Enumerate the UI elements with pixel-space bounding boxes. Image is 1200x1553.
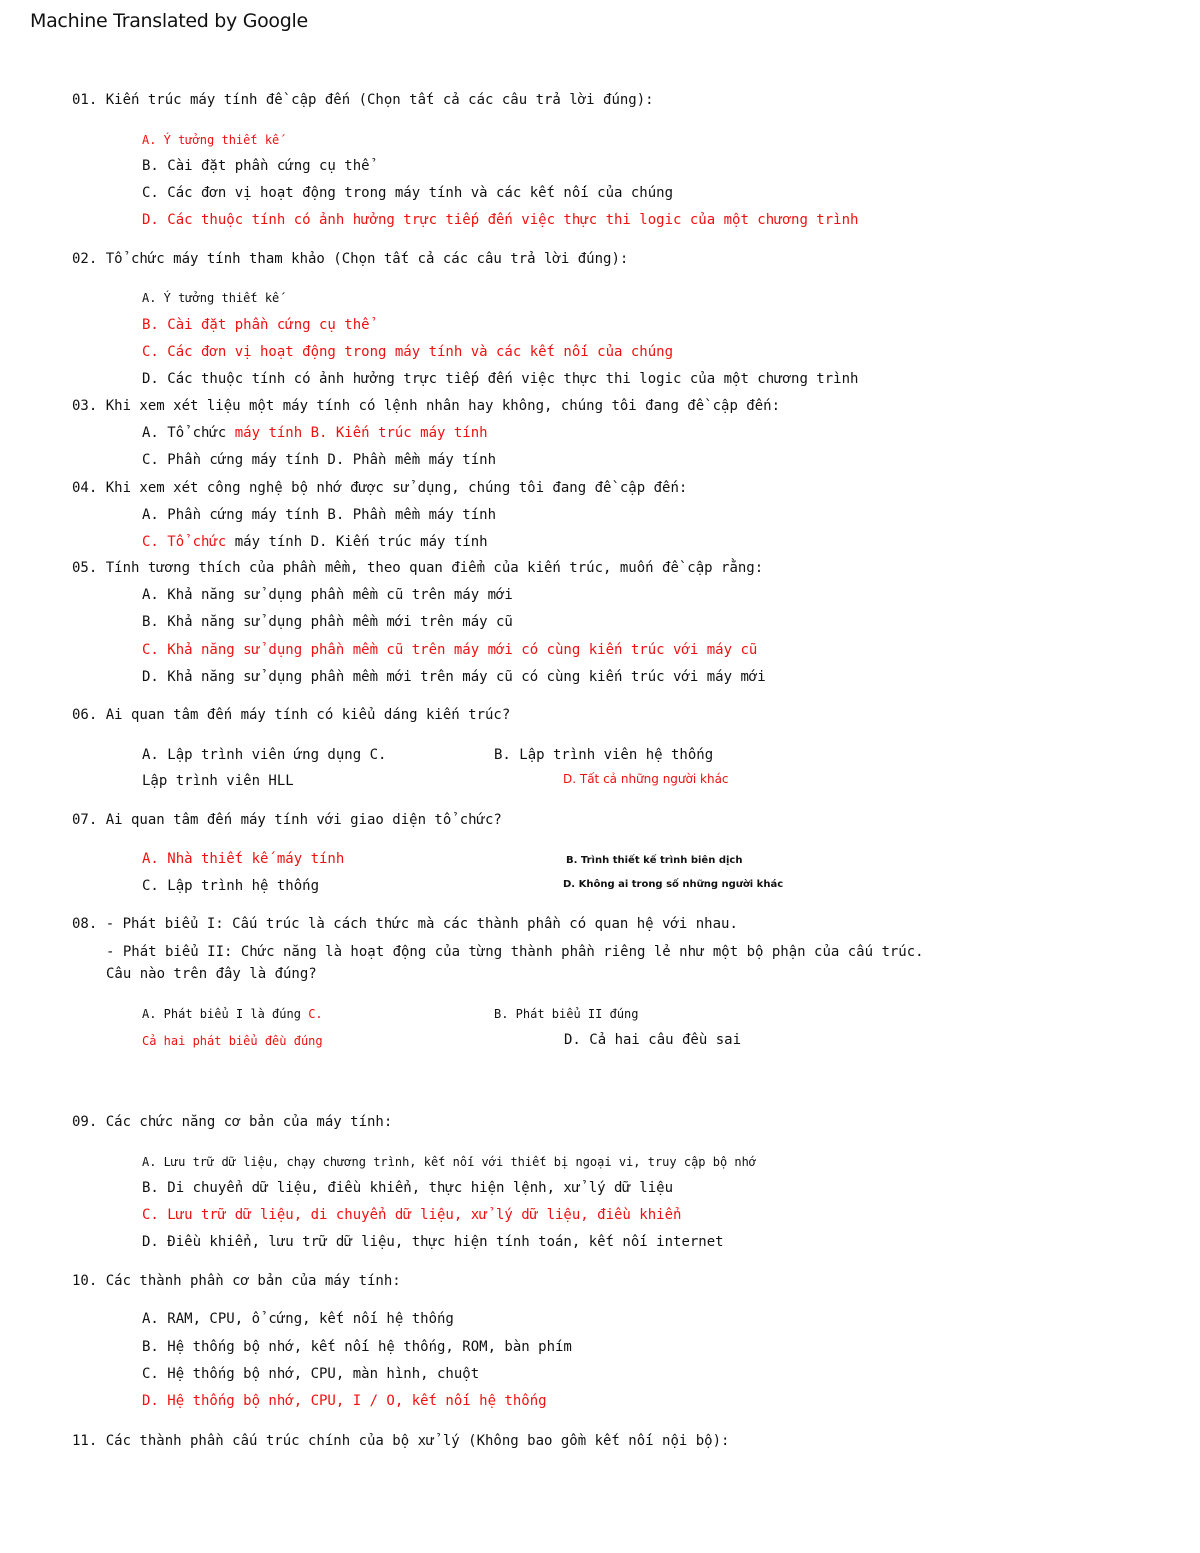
q05-option-c: C. Khả năng sử dụng phần mềm cũ trên máy mới có cùng kiến trúc với máy cũ (142, 642, 758, 658)
q04-option-d-part: máy tính D. Kiến trúc máy tính (234, 534, 488, 550)
q04-options-line1: A. Phần cứng máy tính B. Phần mềm máy tính (142, 507, 497, 523)
question-03: 03. Khi xem xét liệu một máy tính có lệnh nhân hay không, chúng tôi đang đề cập đến: (72, 398, 781, 414)
q07-option-d: D. Không ai trong số những người khác (563, 879, 784, 890)
q10-option-d: D. Hệ thống bộ nhớ, CPU, I / O, kết nối hệ thống (142, 1393, 547, 1409)
q05-option-a: A. Khả năng sử dụng phần mềm cũ trên máy mới (142, 587, 513, 603)
q10-option-a: A. RAM, CPU, ổ cứng, kết nối hệ thống (142, 1311, 454, 1327)
question-05: 05. Tính tương thích của phần mềm, theo quan điểm của kiến trúc, muốn đề cập rằng: (72, 560, 764, 576)
question-06: 06. Ai quan tâm đến máy tính có kiểu dáng kiến trúc? (72, 707, 511, 723)
q01-option-a: A. Ý tưởng thiết kế (142, 133, 280, 147)
translation-header: Machine Translated by Google (30, 10, 308, 32)
q08-option-a-line (142, 1005, 323, 1023)
question-02: 02. Tổ chức máy tính tham khảo (Chọn tất cả các câu trả lời đúng): (72, 251, 629, 267)
q02-option-c: C. Các đơn vị hoạt động trong máy tính và các kết nối của chúng (142, 344, 674, 360)
q07-option-a: A. Nhà thiết kế máy tính (142, 851, 345, 867)
question-10: 10. Các thành phần cơ bản của máy tính: (72, 1273, 401, 1289)
question-01: 01. Kiến trúc máy tính đề cập đến (Chọn tất cả các câu trả lời đúng): (72, 92, 654, 108)
question-04: 04. Khi xem xét công nghệ bộ nhớ được sử dụng, chúng tôi đang đề cập đến: (72, 480, 688, 496)
question-08-line2: - Phát biểu II: Chức năng là hoạt động của từng thành phần riêng lẻ như một bộ phận của cấu trúc. (106, 944, 924, 960)
q10-option-b: B. Hệ thống bộ nhớ, kết nối hệ thống, ROM, bàn phím (142, 1339, 572, 1355)
question-07: 07. Ai quan tâm đến máy tính với giao diện tổ chức? (72, 812, 502, 828)
q01-option-b: B. Cài đặt phần cứng cụ thể (142, 158, 370, 174)
q10-option-c: C. Hệ thống bộ nhớ, CPU, màn hình, chuột (142, 1366, 480, 1382)
question-08-line1: 08. - Phát biểu I: Cấu trúc là cách thức mà các thành phần có quan hệ với nhau. (72, 916, 738, 932)
q02-option-a: A. Ý tưởng thiết kế (142, 291, 280, 305)
q09-option-d: D. Điều khiển, lưu trữ dữ liệu, thực hiện tính toán, kết nối internet (142, 1234, 724, 1250)
q01-option-d: D. Các thuộc tính có ảnh hưởng trực tiếp đến việc thực thi logic của một chương trình (142, 212, 859, 228)
q03-option-a-part: A. Tổ chức (142, 425, 227, 441)
q06-option-d: D. Tất cả những người khác (563, 772, 729, 786)
q09-option-b: B. Di chuyển dữ liệu, điều khiển, thực hiện lệnh, xử lý dữ liệu (142, 1180, 674, 1196)
q04-options-line2 (142, 533, 488, 551)
q03-option-b-correct: máy tính B. Kiến trúc máy tính (234, 425, 488, 441)
q05-option-d: D. Khả năng sử dụng phần mềm mới trên máy cũ có cùng kiến trúc với máy mới (142, 669, 766, 685)
q09-option-a: A. Lưu trữ dữ liệu, chạy chương trình, kết nối với thiết bị ngoại vi, truy cập bộ nhớ (142, 1155, 757, 1169)
q08-option-c: Cả hai phát biểu đều đúng (142, 1034, 323, 1048)
q07-option-c: C. Lập trình hệ thống (142, 878, 320, 894)
q09-option-c: C. Lưu trữ dữ liệu, di chuyển dữ liệu, xử lý dữ liệu, điều khiển (142, 1207, 682, 1223)
q08-option-c-label: C. (308, 1007, 323, 1021)
q03-options-line2: C. Phần cứng máy tính D. Phần mềm máy tính (142, 452, 497, 468)
q05-option-b: B. Khả năng sử dụng phần mềm mới trên máy cũ (142, 614, 513, 630)
q06-option-b: B. Lập trình viên hệ thống (494, 747, 714, 763)
q08-option-b: B. Phát biểu II đúng (494, 1007, 639, 1021)
q02-option-d: D. Các thuộc tính có ảnh hưởng trực tiếp đến việc thực thi logic của một chương trình (142, 371, 859, 387)
question-11: 11. Các thành phần cấu trúc chính của bộ xử lý (Không bao gồm kết nối nội bộ): (72, 1433, 730, 1449)
q06-option-c: Lập trình viên HLL (142, 773, 294, 789)
q01-option-c: C. Các đơn vị hoạt động trong máy tính và các kết nối của chúng (142, 185, 674, 201)
q06-option-a: A. Lập trình viên ứng dụng C. (142, 747, 387, 763)
q07-option-b: B. Trình thiết kế trình biên dịch (566, 855, 743, 866)
q04-option-c-correct: C. Tổ chức (142, 534, 227, 550)
question-09: 09. Các chức năng cơ bản của máy tính: (72, 1114, 393, 1130)
q02-option-b: B. Cài đặt phần cứng cụ thể (142, 317, 370, 333)
q08-option-d: D. Cả hai câu đều sai (564, 1032, 742, 1048)
q08-option-a: A. Phát biểu I là đúng (142, 1007, 301, 1021)
question-08-line3: Câu nào trên đây là đúng? (106, 966, 317, 982)
q03-options-line1 (142, 424, 488, 442)
